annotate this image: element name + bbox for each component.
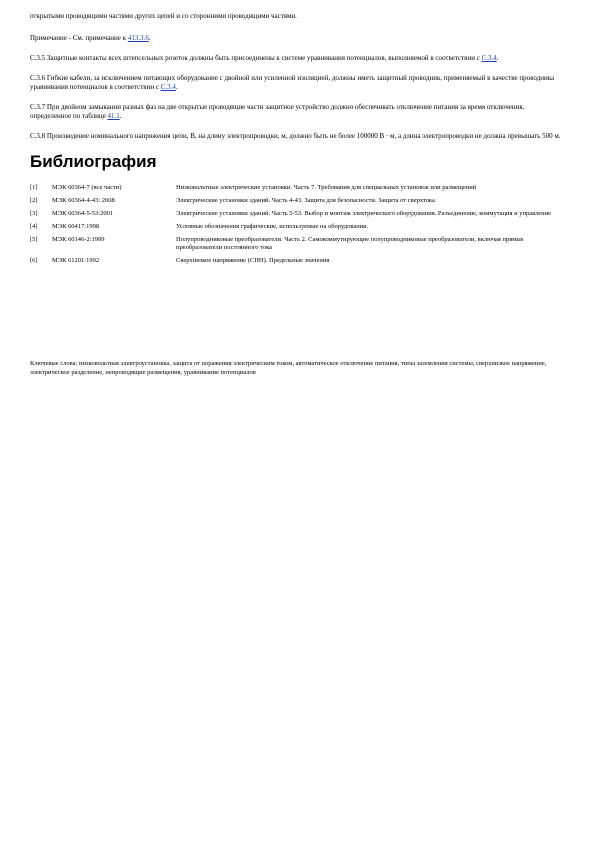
entry-title: Сверхнизкое напряжение (СНН). Предельные значения bbox=[176, 257, 330, 264]
paragraph-c-3-5: С.3.5 Защитные контакты всех штепсельных розеток должны быть присоединены к системе уравнивания потенциалов, выполняемой в соответствии с С.3.4. bbox=[30, 54, 499, 62]
entry-code: МЭК 60146-2:1999 bbox=[52, 236, 105, 243]
keywords-paragraph: Ключевые слова: низковольтная электроустановка, защита от поражения электрическим током, автоматическое отключение питания, типы заземления системы, сверхнизкое напряжение, электрическое разделение, непроводящие размещения, уравнивание потенциалов bbox=[30, 360, 547, 376]
entry-title: Электрические установки зданий. Часть 4-43. Защита для безопасности. Защита от сверхтока bbox=[176, 197, 435, 204]
ref-link-413-3-6[interactable]: 413.3.6 bbox=[127, 34, 149, 42]
bibliography-row bbox=[30, 257, 566, 270]
ref-link-table-41-1[interactable]: 41.1 bbox=[107, 112, 120, 120]
entry-code: МЭК 60364-5-53:2001 bbox=[52, 210, 114, 217]
paragraph-continuation: открытыми проводящими частями других цепей и со сторонними проводящими частями. bbox=[30, 12, 297, 20]
entry-title: Условные обозначения графические, используемые на оборудовании. bbox=[176, 223, 369, 230]
bibliography-row bbox=[30, 210, 566, 223]
entry-title: Электрические установки зданий. Часть 5-53. Выбор и монтаж электрического оборудования. Разъединение, коммутация и управление bbox=[176, 210, 552, 217]
entry-number: [1] bbox=[30, 184, 38, 191]
bibliography-heading: Библиография bbox=[30, 152, 157, 171]
entry-title: Низковольтные электрические установки. Часть 7. Требования для специальных установок или размещений bbox=[176, 184, 477, 191]
entry-number: [2] bbox=[30, 197, 38, 204]
entry-title: Полупроводниковые преобразователи. Часть 2. Самокоммутирующие полупроводниковые преобразователи, включая прямые преобразователи постоянного тока bbox=[176, 236, 524, 251]
entry-code: МЭК 60364-7 (все части) bbox=[52, 184, 122, 191]
entry-number: [5] bbox=[30, 236, 38, 243]
entry-code: МЭК 60364-4-43: 2008 bbox=[52, 197, 115, 204]
bibliography-table bbox=[30, 184, 566, 270]
entry-number: [6] bbox=[30, 257, 38, 264]
bibliography-row bbox=[30, 197, 566, 210]
note-paragraph: Примечание - См. примечание к 413.3.6. bbox=[30, 34, 151, 42]
ref-link-c-3-4[interactable]: С.3.4 bbox=[481, 54, 497, 62]
paragraph-c-3-8: С.3.8 Произведение номинального напряжения цепи, В, на длину электропроводки, м, должно быть не более 100000 В · м, а длина электропроводки не должна превышать 500 м. bbox=[30, 132, 561, 140]
entry-number: [3] bbox=[30, 210, 38, 217]
bibliography-row bbox=[30, 184, 566, 197]
paragraph-c-3-6: С.3.6 Гибкие кабели, за исключением питающих оборудование с двойной или усиленной изоляцией, должны иметь защитный проводник, применяемый в качестве проводника уравнивания потенциалов в соответствии с С.3.4. bbox=[30, 74, 555, 91]
bibliography-row bbox=[30, 236, 566, 257]
entry-code: МЭК 60417:1998 bbox=[52, 223, 100, 230]
ref-link-c-3-4-second[interactable]: С.3.4 bbox=[160, 83, 176, 91]
document-page bbox=[30, 12, 566, 270]
entry-code: МЭК 61201:1992 bbox=[52, 257, 100, 264]
bibliography-row bbox=[30, 223, 566, 236]
entry-number: [4] bbox=[30, 223, 38, 230]
paragraph-c-3-7: С.3.7 При двойном замыкании разных фаз на две открытые проводящие части защитное устройство должно обеспечивать отключение питания за время отключения, определенное по таблице 41.1. bbox=[30, 103, 525, 120]
